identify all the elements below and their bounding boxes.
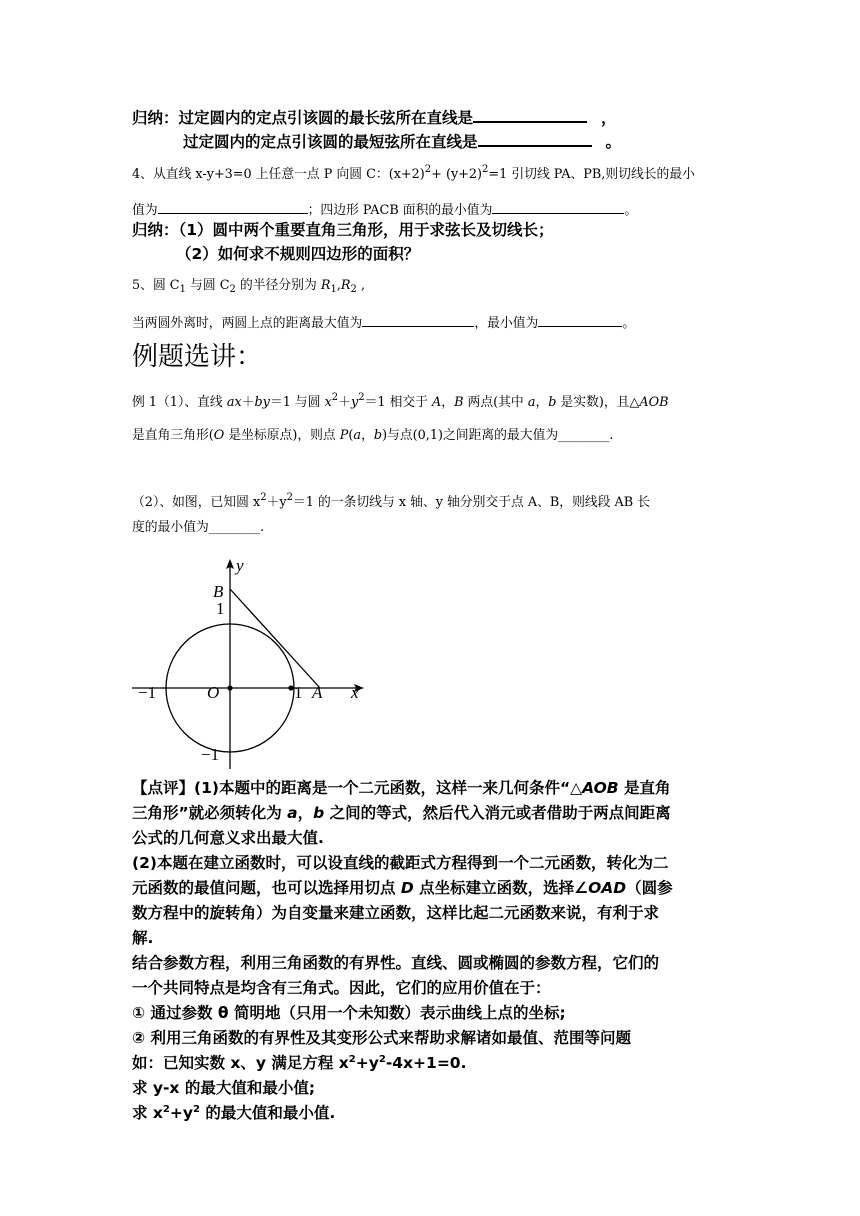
summary-line-2 [183, 130, 621, 152]
math-var: A [432, 395, 442, 410]
exponent: 2 [162, 1104, 170, 1115]
example-text: ＋y [266, 495, 287, 510]
exponent: 2 [286, 492, 293, 503]
exponent: 2 [378, 1054, 386, 1065]
math-var: a [353, 428, 362, 443]
example-text: ＝1 与圆 [269, 395, 325, 410]
subscript: 1 [330, 284, 337, 295]
comment-line-11: ② 利用三角函数的有界性及其变形公式来帮助求解诸如最值、范围等问题 [132, 1029, 632, 1047]
problem-5-text: 的半径分别为 [235, 278, 321, 293]
problem-4-line-1 [132, 163, 695, 182]
subscript: 1 [179, 284, 186, 295]
punctuation: , [336, 278, 341, 293]
math-var: B [454, 395, 464, 410]
example-text: 两点(其中 [463, 395, 528, 410]
circle-tangent-figure [128, 555, 373, 775]
example-1-line-2 [132, 424, 613, 443]
example-text: )与点(0,1)之间距离的最大值为________. [382, 428, 614, 443]
problem-5-text: ，最小值为 [474, 316, 539, 331]
origin-point [227, 685, 232, 690]
summary-line-1 [132, 106, 617, 128]
summary-text-shortest-chord: 过定圆内的定点引该圆的最短弦所在直线是 [183, 133, 478, 151]
example-1-2-line-1 [132, 491, 650, 510]
comment-text: -4x+1=0. [385, 1054, 467, 1072]
comment-line-2 [132, 801, 671, 823]
answer-blank [473, 106, 587, 123]
answer-blank [362, 312, 474, 327]
math-var: y [350, 395, 359, 410]
math-var: ax [226, 395, 242, 410]
punctuation: ， [601, 109, 617, 127]
example-text: ( [348, 428, 354, 443]
comment-line-12 [132, 1051, 466, 1073]
example-text: 例 1（1）、直线 [132, 395, 227, 410]
summary2-line-2 [176, 242, 419, 264]
punctuation: , [356, 278, 366, 293]
punctuation: 。 [605, 133, 622, 151]
math-var: D [400, 879, 414, 897]
comment-text: 是直角 [618, 779, 671, 797]
math-var: O [213, 428, 225, 443]
label-y: y [236, 556, 244, 575]
math-var: a [527, 395, 536, 410]
example-1-2-line-2 [132, 516, 264, 535]
punctuation: ， [297, 804, 314, 822]
exponent: 2 [192, 1104, 200, 1115]
answer-blank [538, 312, 622, 327]
summary-item-1: （1）圆中两个重要直角三角形，用于求弦长及切线长； [178, 221, 554, 239]
label-one-y: 1 [216, 599, 225, 618]
math-var: P [339, 428, 349, 443]
problem-4-text: 值为 [132, 203, 158, 218]
problem-4-text: =1 引切线 PA、PB,则切线长的最小 [488, 167, 695, 182]
example-text: 是直角三角形( [132, 428, 214, 443]
punctuation: ， [535, 395, 549, 410]
summary-text-longest-chord: 过定圆内的定点引该圆的最长弦所在直线是 [178, 109, 474, 127]
summary-label: 归纳： [132, 221, 179, 239]
math-var: AOB [582, 779, 619, 797]
subscript: 2 [350, 284, 357, 295]
example-text: （2）、如图，已知圆 x [132, 495, 261, 510]
comment-line-10: ① 通过参数 θ 简明地（只用一个未知数）表示曲线上点的坐标; [132, 1004, 566, 1022]
math-var: b [373, 428, 383, 443]
comment-line-9: 一个共同特点是均含有三角式。因此，它们的应用价值在于： [132, 979, 551, 997]
comment-text: 的最大值和最小值. [199, 1104, 336, 1122]
radius-r2: R [340, 278, 351, 293]
exponent: 2 [482, 164, 489, 175]
answer-blank [158, 199, 308, 214]
math-op: ＋ [241, 395, 255, 410]
radius-r1: R [320, 278, 331, 293]
summary2-line-1 [132, 218, 554, 240]
comment-line-13: 求 y-x 的最大值和最小值; [132, 1079, 316, 1097]
label-neg-one-y: −1 [201, 745, 220, 764]
math-op: ＋ [338, 395, 351, 410]
comment-text: 【点评】(1)本题中的距离是一个二元函数，这样一来几何条件“△ [132, 779, 583, 797]
comment-text: 三角形”就必须转化为 [132, 804, 288, 822]
problem-4-line-2 [132, 199, 637, 218]
label-O: O [207, 683, 220, 702]
problem-5-text: 与圆 C [185, 278, 230, 293]
label-neg-one-x: −1 [138, 683, 157, 702]
comment-line-7: 解. [132, 929, 154, 947]
comment-text: 之间的等式，然后代入消元或者借助于两点间距离 [324, 804, 671, 822]
exponent: 2 [348, 1054, 356, 1065]
comment-line-6: 数方程中的旋转角）为自变量来建立函数，这样比起二元函数来说，有利于求 [132, 904, 660, 922]
answer-blank [478, 130, 592, 147]
problem-4-text: ；四边形 PACB 面积的最小值为 [307, 203, 493, 218]
tangent-line-ab [230, 589, 320, 688]
math-var: b [548, 395, 557, 410]
comment-line-3: 公式的几何意义求出最大值. [132, 829, 324, 847]
problem-5-text: 5、圆 C [132, 278, 180, 293]
punctuation: 。 [622, 316, 636, 331]
math-var: x [324, 395, 332, 410]
subscript: 2 [229, 284, 236, 295]
punctuation: ， [361, 428, 374, 443]
exponent: 2 [358, 392, 365, 403]
label-B: B [213, 582, 224, 601]
comment-text: （圆参 [626, 879, 673, 897]
math-var: OAD [588, 879, 627, 897]
example-1-line-1 [132, 391, 668, 410]
label-A: A [312, 683, 323, 702]
example-text: 是实数)，且△ [556, 395, 640, 410]
point-one-on-x [288, 685, 293, 690]
exponent: 2 [260, 492, 267, 503]
math-var: a [287, 804, 298, 822]
summary-label: 归纳： [132, 109, 179, 127]
comment-text: 如：已知实数 x、y 满足方程 x [132, 1054, 349, 1072]
problem-4-text: + (y+2) [431, 167, 483, 182]
comment-text: +y [355, 1054, 379, 1072]
comment-line-8: 结合参数方程，利用三角函数的有界性。直线、圆或椭圆的参数方程，它们的 [132, 954, 660, 972]
label-one-x: 1 [294, 683, 303, 702]
example-text: 度的最小值为________. [132, 520, 265, 535]
comment-text: 元函数的最值问题，也可以选择用切点 [132, 879, 401, 897]
comment-line-4: (2)本题在建立函数时，可以设直线的截距式方程得到一个二元函数，转化为二 [132, 854, 669, 872]
comment-text: +y [169, 1104, 193, 1122]
section-heading: 例题选讲： [132, 342, 263, 372]
problem-5-text: 当两圆外离时，两圆上点的距离最大值为 [132, 316, 363, 331]
answer-blank [492, 199, 624, 214]
comment-text: 点坐标建立函数，选择∠ [413, 879, 589, 897]
summary-item-2: （2）如何求不规则四边形的面积？ [176, 245, 420, 263]
exponent: 2 [424, 164, 432, 175]
comment-line-14 [132, 1101, 335, 1123]
comment-text: 求 x [132, 1104, 163, 1122]
problem-5-line-1 [132, 274, 365, 295]
example-text: ＝1 的一条切线与 x 轴、y 轴分别交于点 A、B，则线段 AB 长 [292, 495, 651, 510]
comment-line-1 [132, 776, 670, 798]
label-x: x [351, 683, 359, 702]
example-text: ＝1 相交于 [364, 395, 433, 410]
exponent: 2 [331, 392, 339, 403]
punctuation: 。 [624, 203, 638, 218]
math-var: AOB [639, 395, 669, 410]
math-var: b [313, 804, 325, 822]
example-text: 是坐标原点)，则点 [224, 428, 340, 443]
problem-5-line-2 [132, 312, 635, 331]
math-var: by [254, 395, 270, 410]
comment-line-5 [132, 876, 673, 898]
punctuation: ， [441, 395, 455, 410]
problem-4-text: 4、从直线 x-y+3=0 上任意一点 P 向圆 C：(x+2) [132, 167, 425, 182]
